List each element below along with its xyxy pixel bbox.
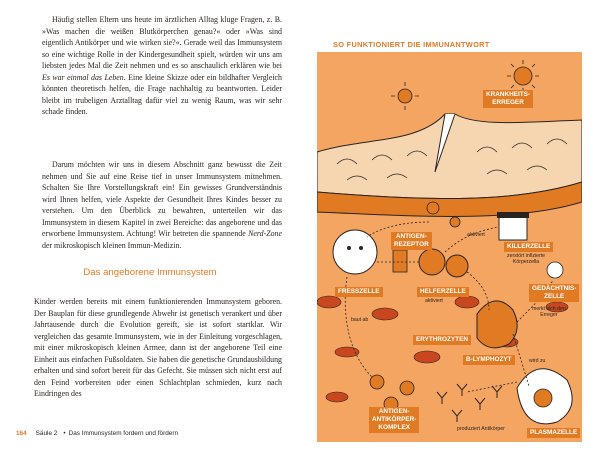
note-killer: zerstört infizierte Körperzella [507, 253, 546, 266]
helper-cell [419, 249, 445, 275]
paragraph-1: Häufig stellen Eltern uns heute im ärztlichen Alltag kluge Fragen, z. B. »Was machen die weißen Blutkörperchen genau?« oder »Was sind eigentlich Antikörper und wie wirken sie?«. Gerade weil das Immunsystem so eine wichtige Rolle in der Kindergesundheit spielt, würden wir uns am liebsten jedes Mal die Zeit nehmen und es so anschaulich erklären wie bei Es war einmal das Leben. Eine kleine Skizze oder ein bildhafter Vergleich könnten theoretisch helfen, die Frage nachhaltig zu beantworten. Leider bleibt im trubeligen Arztalltag dafür viel zu wenig Raum, was wir sehr schade finden. [42, 15, 283, 117]
illustration-panel [317, 52, 582, 442]
b-lymphocyte-cell [477, 301, 517, 348]
note-activated-1: aktiviert [467, 232, 485, 238]
page-footer [16, 430, 178, 437]
label-b-lymphocyte: B-LYMPHOZYT [463, 355, 515, 365]
label-helper: HELFERZELLE [417, 287, 469, 297]
antibody-icon [437, 384, 502, 422]
paragraph-2: Darum möchten wir uns in diesem Abschnitt ganz bewusst die Zeit nehmen und Sie auf eine Reise tief in unser Immunsystem mitnehmen. Schalten Sie Ihre Vorstellungskraft ein! Ein gewisses Grundverständnis wird Ihnen helfen, viele Aspekte der Gesundheit Ihres Kindes besser zu verstehen. Um den Überblick zu bewahren, unterteilen wir das Immunsystem in diesem Kapitel in zwei Bereiche: das angeborene und das erworbene Immunsystem. Achtung! Wir betreten die spannende Nerd-Zone der mikroskopisch kleinen Immun-Medizin. [42, 160, 282, 250]
label-plasma: PLASMAZELLE [527, 428, 580, 438]
illustration-title: SO FUNKTIONIERT DIE IMMUNANTWORT [333, 40, 490, 49]
memory-cell-lightbulb [547, 262, 563, 278]
label-phagocyte: FRESSZELLE [335, 287, 383, 297]
footer-separator: • [63, 430, 66, 437]
note-breakdown: baut ab [351, 317, 369, 323]
phagocyte-cell [333, 230, 377, 274]
note-antibodies: produziert Antikörper [457, 426, 505, 432]
label-killer: KILLERZELLE [504, 242, 553, 252]
label-pathogen: KRANKHEITS- ERREGER [483, 90, 533, 108]
right-page [300, 0, 600, 467]
receptor-cell [393, 250, 407, 272]
helper-cell-2 [446, 255, 468, 277]
chapter-title: Das Immunsystem fordern und fördern [68, 430, 179, 437]
label-memory: GEDÄCHTNIS- ZELLE [529, 284, 579, 302]
label-complex: ANTIGEN- ANTIKÖRPER- KOMPLEX [369, 407, 419, 433]
note-activated-2: aktiviert [425, 298, 443, 304]
paragraph-3: Kinder werden bereits mit einem funktionierenden Immunsystem geboren. Der Bauplan für diese grundlegende Abwehr ist genetisch verankert und über Jahrtausende durch die Evolution gereift, sie ist sofort startklar. Wir vergleichen das gesamte Immunsystem, wie in der Einleitung vorgeschlagen, mit einer mikroskopisch kleinen Armee, dann ist der angeborene Teil eine Einheit aus einfachen Fußsoldaten. Sie haben die genetische Grundausbildung erhalten und sind sofort bereit für das Gefecht. Sie müssen sich nicht erst auf den Feind vorbereiten oder einen Schlachtplan schmieden, kurz nach Eindringen des [34, 297, 282, 399]
note-becomes: wird zu [529, 358, 546, 364]
chapter-label: Säule 2 [35, 430, 58, 437]
note-memory: merkt sich den Erreger [532, 306, 566, 319]
label-receptor: ANTIGEN- REZEPTOR [391, 232, 432, 250]
label-erythrocytes: ERYTHROZYTEN [413, 335, 471, 345]
section-heading: Das angeborene Immunsystem [83, 267, 217, 278]
page-number: 164 [16, 430, 27, 437]
antigen-antibody-complex [370, 375, 414, 411]
